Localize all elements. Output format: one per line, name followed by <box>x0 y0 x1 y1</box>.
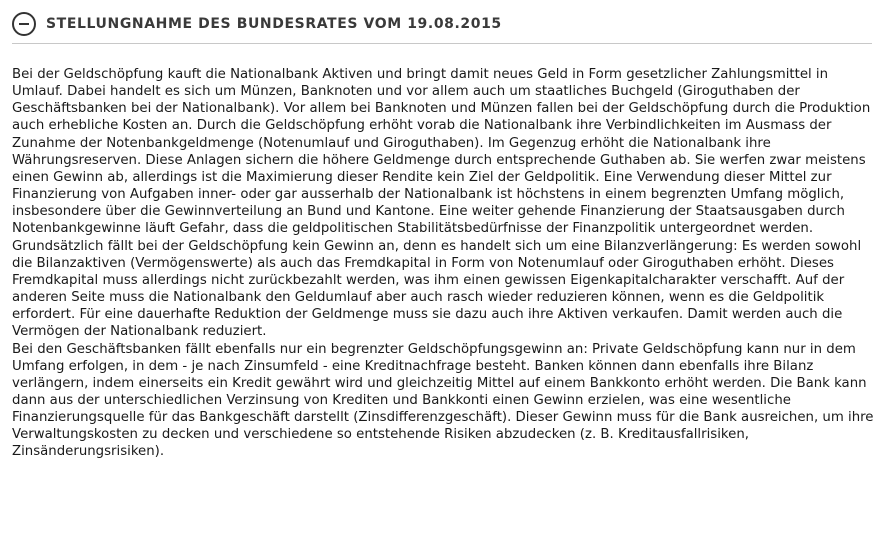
paragraph: Grundsätzlich fällt bei der Geldschöpfung kein Gewinn an, denn es handelt sich um eine Bilanzverlängerung: Es werden sowohl die Bilanzaktiven (Vermögenswerte) als auch das Fremdkapital in Form von Notenumlauf oder Giroguthaben erhöht. Dieses Fremdkapital muss allerdings nicht zurückbezahlt werden, was ihm einen gewissen Eigenkapitalcharakter verschafft. Auf der anderen Seite muss die Nationalbank den Geldumlauf aber auch rasch wieder reduzieren können, wenn es die Geldpolitik erfordert. Für eine dauerhafte Reduktion der Geldmenge muss sie dazu auch ihre Aktiven verkaufen. Damit werden auch die Vermögen der Nationalbank reduziert. <box>12 238 862 340</box>
section-title: STELLUNGNAHME DES BUNDESRATES VOM 19.08.2015 <box>46 16 502 32</box>
section-header[interactable] <box>12 5 872 44</box>
section-body <box>12 66 874 461</box>
minus-circle-icon[interactable] <box>12 12 36 36</box>
paragraph: Bei den Geschäftsbanken fällt ebenfalls nur ein begrenzter Geldschöpfungsgewinn an: Private Geldschöpfung kann nur in dem Umfang erfolgen, in dem - je nach Zinsumfeld - eine Kreditnachfrage besteht. Banken können dann ebenfalls ihre Bilanz verlängern, indem einerseits ein Kredit gewährt wird und gleichzeitig Mittel auf einem Bankkonto erhöht werden. Die Bank kann dann aus der unterschiedlichen Verzinsung von Krediten und Bankkonti einen Gewinn erzielen, was eine wesentliche Finanzierungsquelle für das Bankgeschäft darstellt (Zinsdifferenzgeschäft). Dieser Gewinn muss für die Bank ausreichen, um ihre Verwaltungskosten zu decken und verschiedene so entstehende Risiken abzudecken (z. B. Kreditausfallrisiken, Zinsänderungsrisiken). <box>12 341 874 460</box>
paragraph: Bei der Geldschöpfung kauft die Nationalbank Aktiven und bringt damit neues Geld in Form gesetzlicher Zahlungsmittel in Umlauf. Dabei handelt es sich um Münzen, Banknoten und vor allem auch um staatliches Buchgeld (Giroguthaben der Geschäftsbanken bei der Nationalbank). Vor allem bei Banknoten und Münzen fallen bei der Geldschöpfung durch die Produktion auch erhebliche Kosten an. Durch die Geldschöpfung erhöht vorab die Nationalbank ihre Verbindlichkeiten im Ausmass der Zunahme der Notenbankgeldmenge (Notenumlauf und Giroguthaben). Im Gegenzug erhöht die Nationalbank ihre Währungsreserven. Diese Anlagen sichern die höhere Geldmenge durch entsprechende Guthaben ab. Sie werfen zwar meistens einen Gewinn ab, allerdings ist die Maximierung dieser Rendite kein Ziel der Geldpolitik. Eine Verwendung dieser Mittel zur Finanzierung von Aufgaben inner- oder gar ausserhalb der Nationalbank ist höchstens in einem begrenzten Umfang möglich, insbesondere über die Gewinnverteilung an Bund und Kantone. Eine weiter gehende Finanzierung der Staatsausgaben durch Notenbankgewinne läuft Gefahr, dass die geldpolitischen Stabilitätsbedürfnisse der Finanzpolitik untergeordnet werden. <box>12 67 871 237</box>
